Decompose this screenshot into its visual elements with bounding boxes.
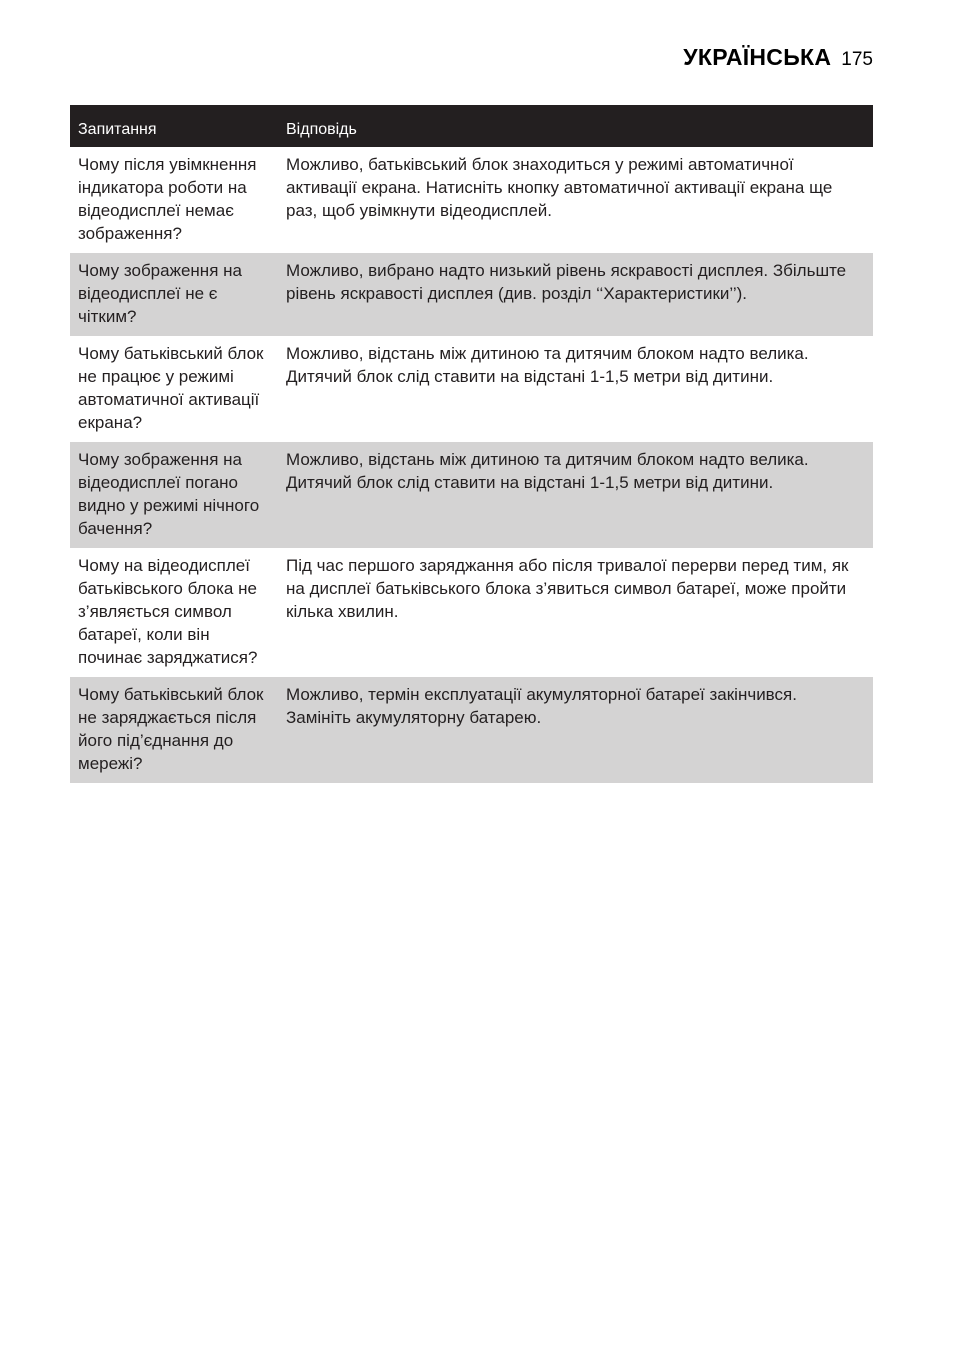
question-cell: Чому батьківський блок не працює у режимі автоматичної активації екрана? bbox=[78, 344, 264, 432]
faq-table bbox=[70, 105, 873, 783]
table-row bbox=[70, 147, 873, 253]
table-row bbox=[70, 548, 873, 677]
table-row bbox=[70, 336, 873, 442]
question-cell: Чому зображення на відеодисплеї погано видно у режимі нічного бачення? bbox=[70, 442, 278, 548]
question-cell: Чому батьківський блок не заряджається після його під’єднання до мережі? bbox=[70, 677, 278, 783]
question-cell: Чому на відеодисплеї батьківського блока не з’являється символ батареї, коли він починає заряджатися? bbox=[78, 556, 258, 667]
answer-cell: Можливо, термін експлуатації акумуляторної батареї закінчився. Замініть акумуляторну батарею. bbox=[278, 677, 873, 783]
language-title: УКРАЇНСЬКА bbox=[683, 44, 832, 70]
column-header-question: Запитання bbox=[70, 105, 278, 147]
question-cell: Чому після увімкнення індикатора роботи на відеодисплеї немає зображення? bbox=[78, 155, 257, 243]
table-row bbox=[70, 442, 873, 548]
answer-cell: Під час першого заряджання або після тривалої перерви перед тим, як на дисплеї батьківського блока з’явиться символ батареї, може пройти кілька хвилин. bbox=[286, 556, 849, 621]
answer-cell: Можливо, відстань між дитиною та дитячим блоком надто велика. Дитячий блок слід ставити на відстані 1-1,5 метри від дитини. bbox=[278, 442, 873, 548]
table-row bbox=[70, 677, 873, 783]
page-header bbox=[683, 44, 873, 71]
table-row bbox=[70, 253, 873, 336]
page-number: 175 bbox=[841, 49, 873, 70]
column-header-answer: Відповідь bbox=[278, 105, 873, 147]
question-cell: Чому зображення на відеодисплеї не є чітким? bbox=[70, 253, 278, 336]
answer-cell: Можливо, вибрано надто низький рівень яскравості дисплея. Збільште рівень яскравості дисплея (див. розділ ‘‘Характеристики’’). bbox=[278, 253, 873, 336]
answer-cell: Можливо, відстань між дитиною та дитячим блоком надто велика. Дитячий блок слід ставити на відстані 1-1,5 метри від дитини. bbox=[286, 344, 809, 386]
table-header-row bbox=[70, 105, 873, 147]
answer-cell: Можливо, батьківський блок знаходиться у режимі автоматичної активації екрана. Натисніть кнопку автоматичної активації екрана ще раз, щоб увімкнути відеодисплей. bbox=[286, 155, 833, 220]
